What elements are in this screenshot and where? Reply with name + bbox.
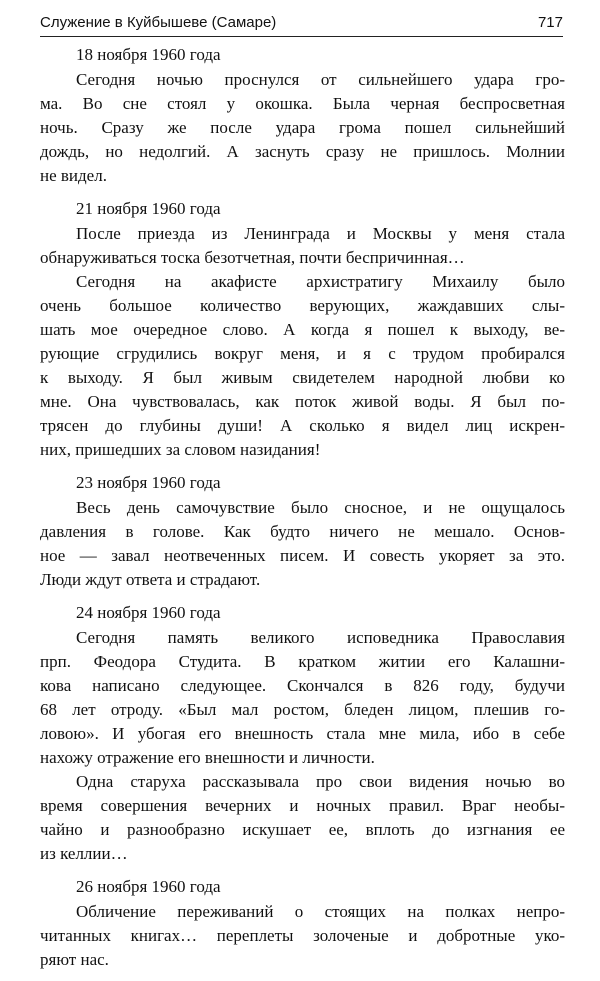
text-line: них, пришедших за словом назидания! bbox=[40, 440, 321, 459]
text-line: Сегодня ночью проснулся от сильнейшего удара гро- bbox=[76, 70, 565, 89]
text-line: кова написано следующее. Скончался в 826 году, будучи bbox=[40, 676, 565, 695]
text-line: шать мое очередное слово. А когда я пошел к выходу, ве- bbox=[40, 320, 565, 339]
diary-entries bbox=[40, 43, 565, 972]
diary-entry bbox=[40, 197, 565, 462]
entry-date: 26 ноября 1960 года bbox=[76, 877, 221, 896]
text-line: Люди ждут ответа и страдают. bbox=[40, 570, 261, 589]
text-line: нахожу отражение его внешности и личности. bbox=[40, 748, 375, 767]
text-line: ловою». И убогая его внешность стала мне мила, ибо в себе bbox=[40, 724, 565, 743]
book-page bbox=[40, 14, 565, 981]
diary-entry bbox=[40, 875, 565, 972]
entry-paragraph bbox=[40, 68, 565, 188]
entry-paragraph bbox=[40, 770, 565, 866]
diary-entry bbox=[40, 43, 565, 188]
text-line: очень большое количество верующих, жаждавших слы- bbox=[40, 296, 565, 315]
page-number: 717 bbox=[537, 14, 563, 31]
text-line: ночь. Сразу же после удара грома пошел сильнейший bbox=[40, 118, 565, 137]
text-line: После приезда из Ленинграда и Москвы у меня стала bbox=[76, 224, 565, 243]
text-line: дождь, но недолгий. А заснуть сразу не пришлось. Молнии bbox=[40, 142, 565, 161]
running-header bbox=[40, 14, 563, 37]
text-line: Сегодня на акафисте архистратигу Михаилу было bbox=[76, 272, 565, 291]
text-line: трясен до глубины души! А сколько я видел лиц искрен- bbox=[40, 416, 565, 435]
entry-paragraph bbox=[40, 222, 565, 270]
text-line: читанных книгах… переплеты золоченые и добротные уко- bbox=[40, 926, 565, 945]
chapter-title: Служение в Куйбышеве (Самаре) bbox=[40, 14, 277, 31]
text-line: обнаруживаться тоска безотчетная, почти беспричинная… bbox=[40, 248, 465, 267]
text-line: Весь день самочувствие было сносное, и не ощущалось bbox=[76, 498, 565, 517]
entry-paragraph bbox=[40, 626, 565, 770]
diary-entry bbox=[40, 471, 565, 592]
text-line: мне. Она чувствовалась, как поток живой воды. Я был по- bbox=[40, 392, 565, 411]
text-line: Сегодня память великого исповедника Православия bbox=[76, 628, 565, 647]
entry-paragraph bbox=[40, 270, 565, 462]
text-line: рующие сгрудились вокруг меня, и я с трудом пробирался bbox=[40, 344, 565, 363]
text-line: к выходу. Я был живым свидетелем народной любви ко bbox=[40, 368, 565, 387]
text-line: ма. Во сне стоял у окошка. Была черная беспросветная bbox=[40, 94, 565, 113]
text-line: чайно и разнообразно искушает ее, вплоть до изгнания ее bbox=[40, 820, 565, 839]
text-line: ное — завал неотвеченных писем. И совесть укоряет за это. bbox=[40, 546, 565, 565]
text-line: прп. Феодора Студита. В кратком житии его Калашни- bbox=[40, 652, 565, 671]
entry-date: 21 ноября 1960 года bbox=[76, 199, 221, 218]
text-line: время совершения вечерних и ночных правил. Враг необы- bbox=[40, 796, 565, 815]
text-line: ряют нас. bbox=[40, 950, 109, 969]
diary-entry bbox=[40, 601, 565, 866]
entry-paragraph bbox=[40, 496, 565, 592]
entry-date: 24 ноября 1960 года bbox=[76, 603, 221, 622]
text-line: давления в голове. Как будто ничего не мешало. Основ- bbox=[40, 522, 565, 541]
text-line: не видел. bbox=[40, 166, 107, 185]
text-line: Одна старуха рассказывала про свои видения ночью во bbox=[76, 772, 565, 791]
entry-date: 23 ноября 1960 года bbox=[76, 473, 221, 492]
text-line: Обличение переживаний о стоящих на полках непро- bbox=[76, 902, 565, 921]
text-line: из келлии… bbox=[40, 844, 128, 863]
entry-paragraph bbox=[40, 900, 565, 972]
entry-date: 18 ноября 1960 года bbox=[76, 45, 221, 64]
text-line: 68 лет отроду. «Был мал ростом, бледен лицом, плешив го- bbox=[40, 700, 565, 719]
